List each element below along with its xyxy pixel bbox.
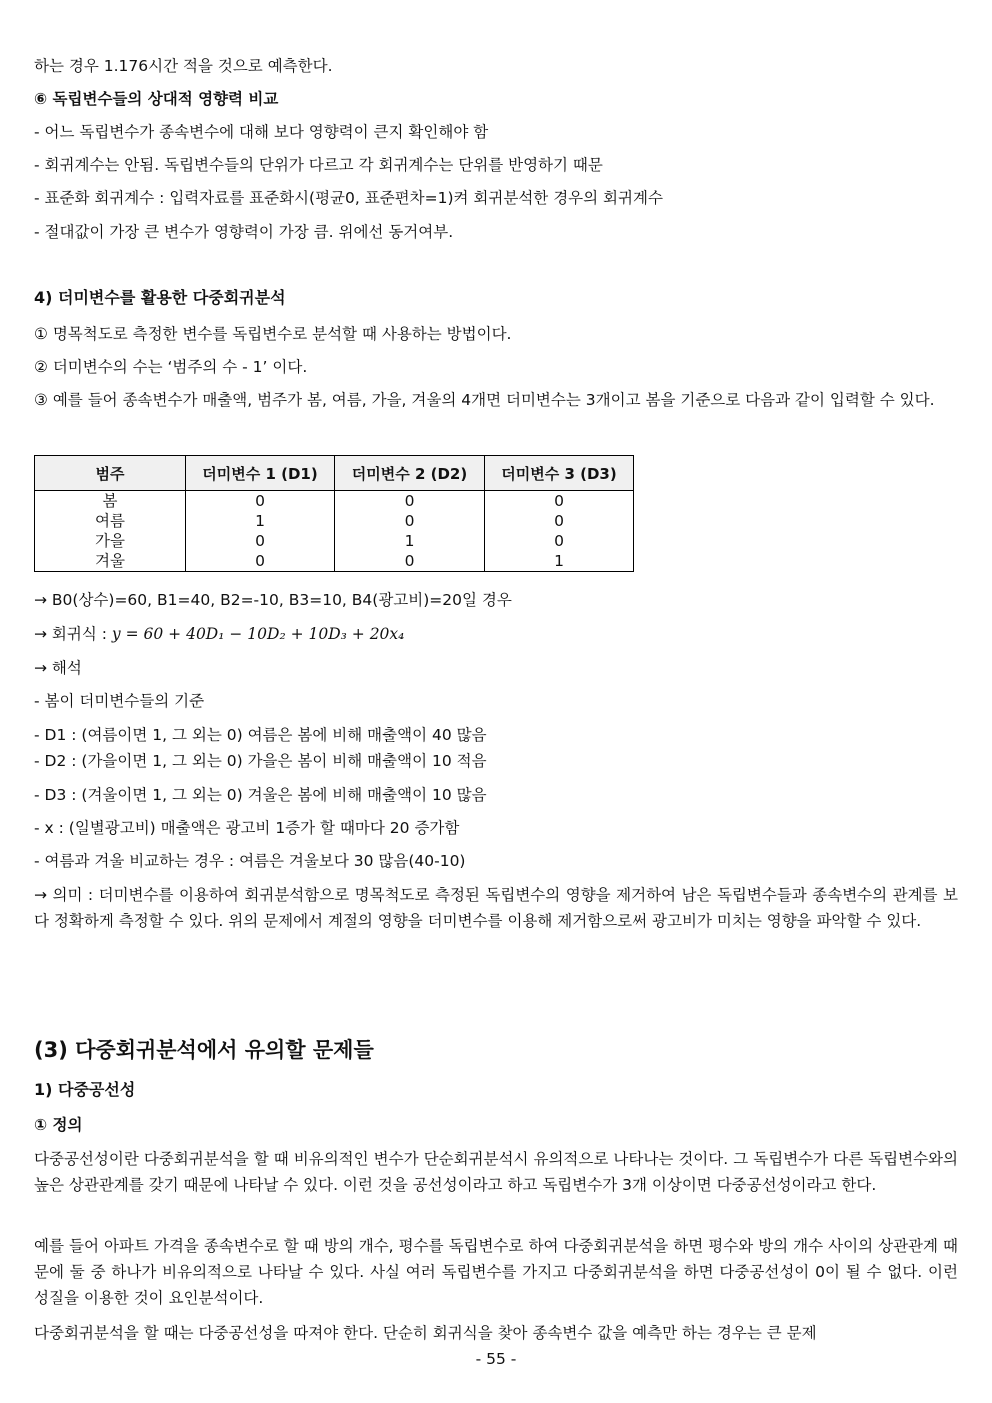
text-line: → 해석 [34, 659, 82, 677]
table-cell: 0 [186, 531, 335, 551]
dummy-variable-table [34, 455, 634, 572]
table-cell: 0 [485, 491, 634, 512]
table-cell: 가을 [35, 531, 186, 551]
table-cell: 0 [335, 511, 485, 531]
paragraph: ③ 예를 들어 종속변수가 매출액, 범주가 봄, 여름, 가을, 겨울의 4개면 더미변수는 3개이고 봄을 기준으로 다음과 같이 입력할 수 있다. [34, 391, 935, 409]
table-header: 범주 [35, 456, 186, 491]
table-cell: 0 [335, 551, 485, 572]
table-cell: 1 [335, 531, 485, 551]
text-line: - D2 : (가을이면 1, 그 외는 0) 가을은 봄이 비해 매출액이 10 적음 [34, 752, 487, 770]
paragraph: 예를 들어 아파트 가격을 종속변수로 할 때 방의 개수, 평수를 독립변수로 하여 다중회귀분석을 하면 평수와 방의 개수 사이의 상관관계 때문에 둘 중 하나가 비유의적으로 나타날 수 있다. 사실 여러 독립변수를 가지고 다중회귀분석을 하면 다중공선성이 0이 될 수 없다. 이런 성질을 이용한 것이 요인분석이다. [34, 1237, 958, 1307]
text-line: - 절대값이 가장 큰 변수가 영향력이 가장 큼. 위에선 동거여부. [34, 223, 454, 241]
text-line: - D1 : (여름이면 1, 그 외는 0) 여름은 봄에 비해 매출액이 40 많음 [34, 726, 487, 744]
text-line: ② 더미변수의 수는 ‘범주의 수 - 1’ 이다. [34, 358, 308, 376]
table-row [35, 511, 634, 531]
text-line: ① 명목척도로 측정한 변수를 독립변수로 분석할 때 사용하는 방법이다. [34, 325, 512, 343]
paragraph: 다중회귀분석을 할 때는 다중공선성을 따져야 한다. 단순히 회귀식을 찾아 종속변수 값을 예측만 하는 경우는 큰 문제 [34, 1324, 817, 1342]
section-heading-dummy: 4) 더미변수를 활용한 다중회귀분석 [34, 288, 286, 307]
text-line: - 봄이 더미변수들의 기준 [34, 692, 205, 710]
page-number: - 55 - [475, 1350, 517, 1368]
table-header: 더미변수 2 (D2) [335, 456, 485, 491]
table-cell: 여름 [35, 511, 186, 531]
regression-formula-line [34, 624, 404, 644]
text-line: → B0(상수)=60, B1=40, B2=-10, B3=10, B4(광고비)=20일 경우 [34, 591, 512, 609]
text-line: - 표준화 회귀계수 : 입력자료를 표준화시(평균0, 표준편차=1)켜 회귀분석한 경우의 회귀계수 [34, 189, 663, 207]
text-line: - 어느 독립변수가 종속변수에 대해 보다 영향력이 큰지 확인해야 함 [34, 123, 489, 141]
subheading-definition: ① 정의 [34, 1116, 83, 1134]
table-header: 더미변수 3 (D3) [485, 456, 634, 491]
table-cell: 겨울 [35, 551, 186, 572]
subsection-heading-multicollinearity: 1) 다중공선성 [34, 1080, 136, 1099]
table-cell: 0 [485, 511, 634, 531]
paragraph: 다중공선성이란 다중회귀분석을 할 때 비유의적인 변수가 단순회귀분석시 유의적으로 나타나는 것이다. 그 독립변수가 다른 독립변수와의 높은 상관관계를 갖기 때문에 나타날 수 있다. 이런 것을 공선성이라고 하고 독립변수가 3개 이상이면 다중공선성이라고 한다. [34, 1150, 958, 1194]
table-cell: 0 [186, 491, 335, 512]
table-cell: 1 [186, 511, 335, 531]
table-header: 더미변수 1 (D1) [186, 456, 335, 491]
table-row [35, 551, 634, 572]
text-line: - x : (일별광고비) 매출액은 광고비 1증가 할 때마다 20 증가함 [34, 819, 460, 837]
paragraph: → 의미 : 더미변수를 이용하여 회귀분석함으로 명목척도로 측정된 독립변수의 영향을 제거하여 남은 독립변수들과 종속변수의 관계를 보다 정확하게 측정할 수 있다. 위의 문제에서 계절의 영향을 더미변수를 이용해 제거함으로써 광고비가 미치는 영향을 파악할 수 있다. [34, 886, 958, 930]
table-cell: 0 [186, 551, 335, 572]
text-line: - 회귀계수는 안됨. 독립변수들의 단위가 다르고 각 회귀계수는 단위를 반영하기 때문 [34, 156, 603, 174]
text-line: - D3 : (겨울이면 1, 그 외는 0) 겨울은 봄에 비해 매출액이 10 많음 [34, 786, 487, 804]
regression-formula: y = 60 + 40D₁ − 10D₂ + 10D₃ + 20x₄ [111, 625, 405, 643]
table-row [35, 531, 634, 551]
table-cell: 1 [485, 551, 634, 572]
table-cell: 0 [335, 491, 485, 512]
text-line: - 여름과 겨울 비교하는 경우 : 여름은 겨울보다 30 많음(40-10) [34, 852, 466, 870]
section-heading-issues: (3) 다중회귀분석에서 유의할 문제들 [34, 1038, 374, 1062]
text-line: 하는 경우 1.176시간 적을 것으로 예측한다. [34, 57, 333, 75]
subheading-relative-influence: ⑥ 독립변수들의 상대적 영향력 비교 [34, 90, 279, 108]
table-row [35, 491, 634, 512]
table-cell: 0 [485, 531, 634, 551]
formula-label: → 회귀식 : [34, 625, 112, 643]
table-cell: 봄 [35, 491, 186, 512]
